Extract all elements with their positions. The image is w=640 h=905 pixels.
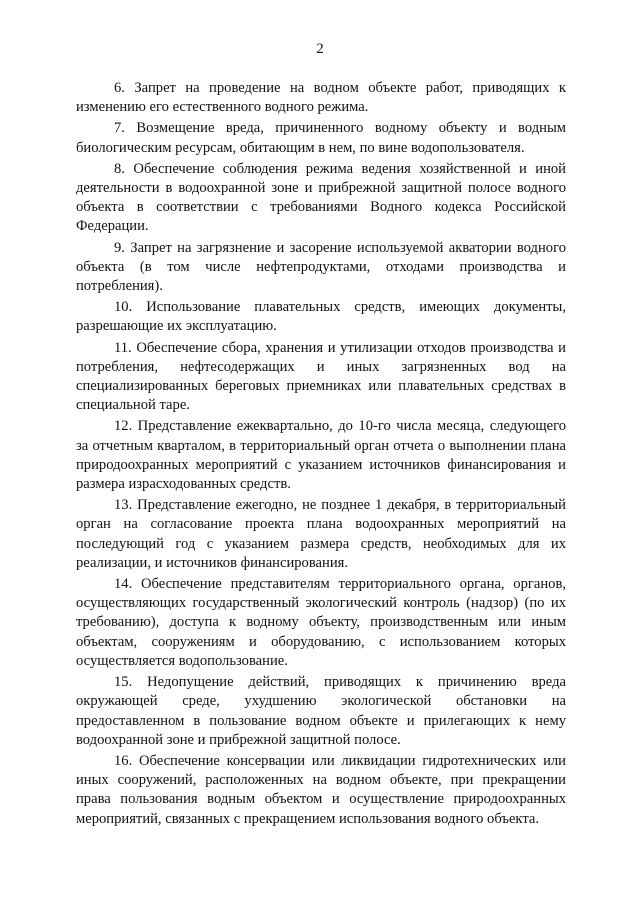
page-number: 2: [316, 41, 324, 57]
paragraph-14: 14. Обеспечение представителям территориального органа, органов, осуществляющих государственный экологический контроль (надзор) (по их требованию), доступа к водному объекту, производственным или иным объектам, сооружениям и оборудованию, с использованием которых осуществляется водопользование.: [76, 576, 566, 669]
document-body: [76, 79, 566, 831]
paragraph-10: 10. Использование плавательных средств, имеющих документы, разрешающие их эксплуатацию.: [76, 299, 566, 335]
paragraph-16: 16. Обеспечение консервации или ликвидации гидротехнических или иных сооружений, расположенных на водном объекте, при прекращении права пользования водным объектом и осуществление природоохранных мероприятий, связанных с прекращением использования водного объекта.: [76, 752, 566, 827]
paragraph-15: 15. Недопущение действий, приводящих к причинению вреда окружающей среде, ухудшению экологической обстановки на предоставленном в пользование водном объекте и прилегающих к нему водоохранной зоне и прибрежной защитной полосе.: [76, 674, 566, 748]
paragraph-13: 13. Представление ежегодно, не позднее 1 декабря, в территориальный орган на согласование проекта плана водоохранных мероприятий на последующий год с указанием размера средств, необходимых для их реализации, и источников финансирования.: [76, 497, 566, 571]
paragraph-8: 8. Обеспечение соблюдения режима ведения хозяйственной и иной деятельности в водоохранной зоне и прибрежной защитной полосе водного объекта в соответствии с требованиями Водного кодекса Российской Федерации.: [76, 160, 566, 235]
paragraph-12: 12. Представление ежеквартально, до 10-го числа месяца, следующего за отчетным кварталом, в территориальный орган отчета о выполнении плана природоохранных мероприятий с указанием источников финансирования и размера израсходованных средств.: [76, 418, 566, 493]
paragraph-11: 11. Обеспечение сбора, хранения и утилизации отходов производства и потребления, нефтесодержащих и иных загрязненных вод на специализированных береговых приемниках или плавательных средствах в специальной таре.: [76, 339, 566, 414]
paragraph-6: 6. Запрет на проведение на водном объекте работ, приводящих к изменению его естественного водного режима.: [76, 80, 566, 116]
paragraph-9: 9. Запрет на загрязнение и засорение используемой акватории водного объекта (в том числе нефтепродуктами, отходами производства и потребления).: [76, 239, 566, 295]
paragraph-7: 7. Возмещение вреда, причиненного водному объекту и водным биологическим ресурсам, обитающим в нем, по вине водопользователя.: [76, 120, 566, 156]
